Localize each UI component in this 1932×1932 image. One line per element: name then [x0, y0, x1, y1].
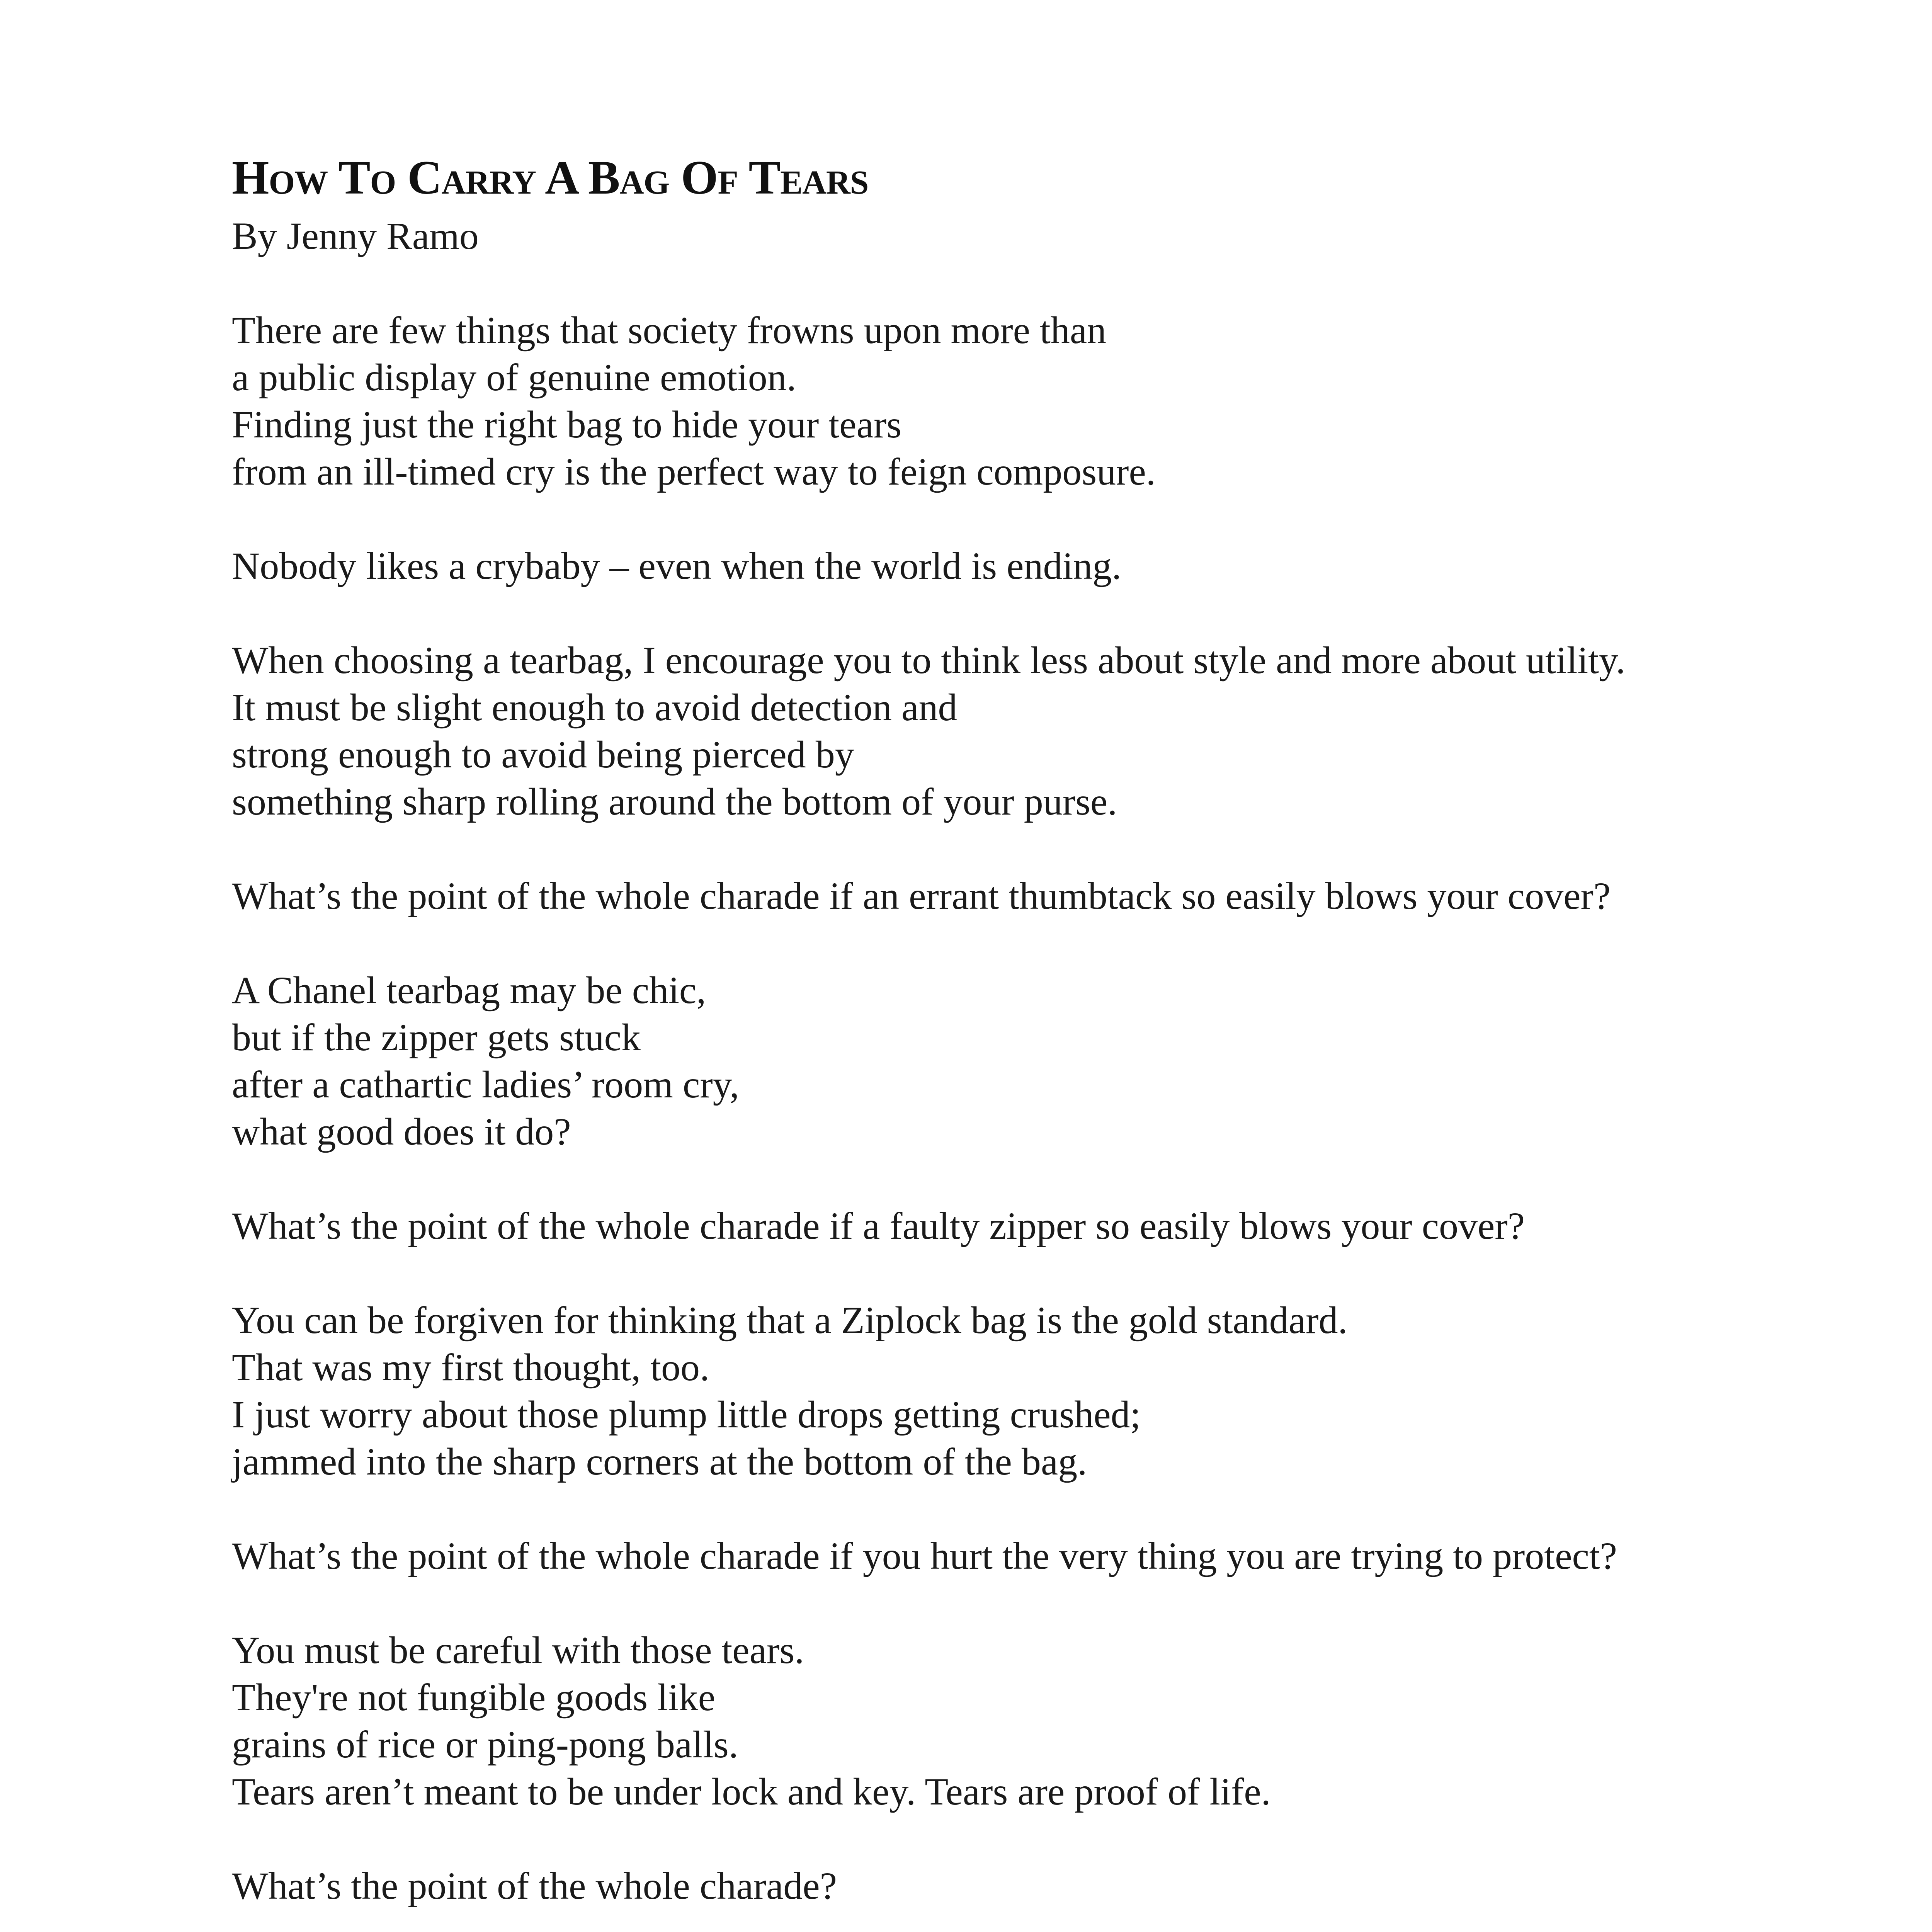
poem-line: grains of rice or ping-pong balls.	[232, 1723, 738, 1766]
poem-line: You must be careful with those tears.	[232, 1629, 804, 1672]
stanza	[232, 1297, 1893, 1485]
poem-line: You can be forgiven for thinking that a Ziplock bag is the gold standard.	[232, 1299, 1348, 1342]
stanza	[232, 1532, 1893, 1580]
poem-line: I just worry about those plump little drops getting crushed;	[232, 1393, 1141, 1436]
stanza	[232, 543, 1893, 590]
poem-line: What’s the point of the whole charade?	[232, 1864, 837, 1907]
poem-line: Finding just the right bag to hide your tears	[232, 403, 902, 446]
stanza	[232, 1627, 1893, 1815]
poem-line: Nobody likes a crybaby – even when the world is ending.	[232, 544, 1122, 587]
poem-line: What’s the point of the whole charade if you hurt the very thing you are trying to protect?	[232, 1534, 1617, 1577]
poem-line: That was my first thought, too.	[232, 1346, 709, 1389]
stanza	[232, 1202, 1893, 1250]
stanza	[232, 307, 1893, 495]
stanza	[232, 1862, 1893, 1910]
poem-line: It must be slight enough to avoid detection and	[232, 686, 957, 729]
poem-line: Tears aren’t meant to be under lock and key. Tears are proof of life.	[232, 1770, 1271, 1813]
poem-line: but if the zipper gets stuck	[232, 1016, 641, 1059]
poem-line: When choosing a tearbag, I encourage you to think less about style and more about utility.	[232, 639, 1626, 682]
poem-body	[232, 307, 1893, 1932]
poem-line: What’s the point of the whole charade if a faulty zipper so easily blows your cover?	[232, 1204, 1525, 1247]
poem-line: what good does it do?	[232, 1110, 571, 1153]
poem-line: a public display of genuine emotion.	[232, 356, 796, 399]
poem-line: something sharp rolling around the bottom of your purse.	[232, 780, 1117, 823]
poem-line: There are few things that society frowns upon more than	[232, 309, 1107, 352]
stanza	[232, 872, 1893, 920]
stanza	[232, 637, 1893, 825]
poem-line: after a cathartic ladies’ room cry,	[232, 1063, 740, 1106]
poem-line: They're not fungible goods like	[232, 1676, 716, 1719]
stanza	[232, 967, 1893, 1155]
poem-line: What’s the point of the whole charade if an errant thumbtack so easily blows your cover?	[232, 874, 1611, 917]
poem-line: A Chanel tearbag may be chic,	[232, 969, 706, 1012]
poem-line: from an ill-timed cry is the perfect way to feign composure.	[232, 450, 1156, 493]
poem-line: strong enough to avoid being pierced by	[232, 733, 854, 776]
poem-title: How To Carry A Bag Of Tears	[232, 151, 869, 204]
poem-line: jammed into the sharp corners at the bottom of the bag.	[232, 1440, 1087, 1483]
poem-byline: By Jenny Ramo	[232, 214, 479, 257]
